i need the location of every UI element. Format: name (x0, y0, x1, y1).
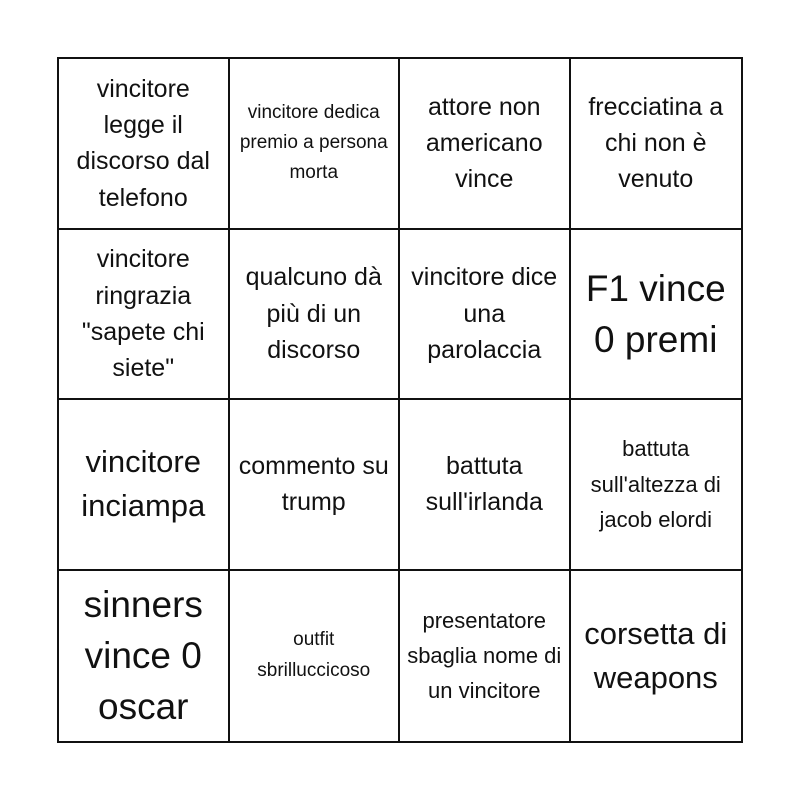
bingo-cell[interactable]: sinners vince 0 oscar (59, 571, 230, 742)
bingo-cell[interactable]: vincitore dedica premio a persona morta (230, 59, 401, 230)
bingo-cell[interactable]: vincitore ringrazia "sapete chi siete" (59, 230, 230, 401)
bingo-board (57, 57, 743, 743)
bingo-cell[interactable]: vincitore inciampa (59, 400, 230, 571)
bingo-cell[interactable]: commento su trump (230, 400, 401, 571)
bingo-cell[interactable]: vincitore legge il discorso dal telefono (59, 59, 230, 230)
bingo-cell[interactable]: qualcuno dà più di un discorso (230, 230, 401, 401)
bingo-cell[interactable]: vincitore dice una parolaccia (400, 230, 571, 401)
bingo-cell[interactable]: outfit sbrilluccicoso (230, 571, 401, 742)
bingo-cell[interactable]: frecciatina a chi non è venuto (571, 59, 742, 230)
bingo-cell[interactable]: F1 vince 0 premi (571, 230, 742, 401)
bingo-cell[interactable]: corsetta di weapons (584, 615, 728, 695)
bingo-cell[interactable]: battuta sull'irlanda (400, 400, 571, 571)
bingo-cell[interactable]: attore non americano vince (400, 59, 571, 230)
bingo-cell[interactable]: presentatore sbaglia nome di un vincitore (400, 571, 571, 742)
bingo-cell[interactable]: battuta sull'altezza di jacob elordi (571, 400, 742, 571)
